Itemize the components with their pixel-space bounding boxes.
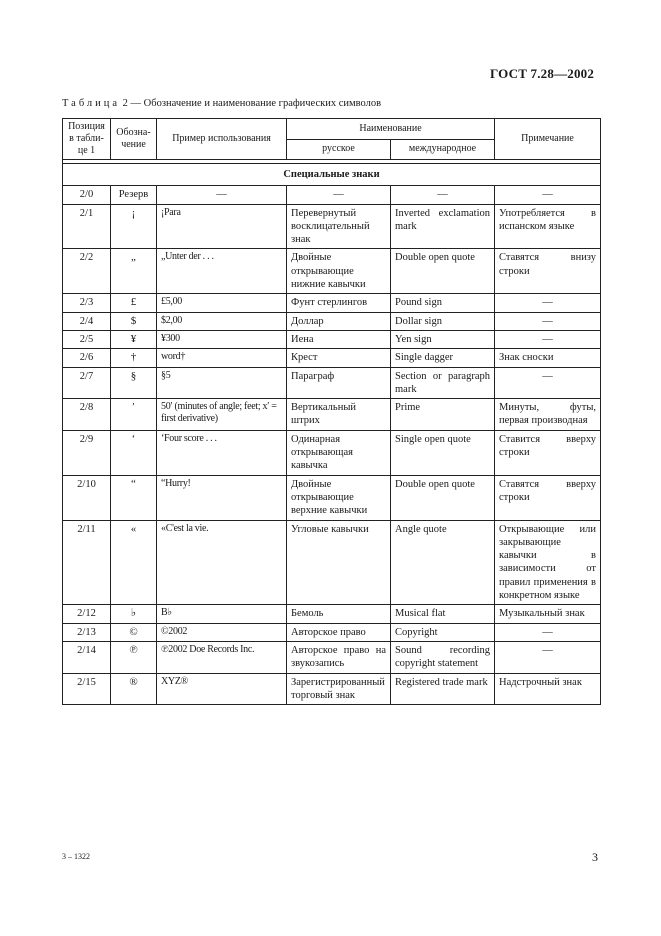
cell-name-russian: Иена xyxy=(287,330,391,348)
table-row xyxy=(63,186,601,204)
cell-symbol: ′ xyxy=(111,399,157,431)
cell-position: 2/15 xyxy=(63,673,111,705)
cell-note: — xyxy=(495,641,601,673)
cell-symbol: „ xyxy=(111,249,157,294)
cell-name-international: Section or paragraph mark xyxy=(391,367,495,399)
table-row xyxy=(63,641,601,673)
cell-symbol: « xyxy=(111,520,157,605)
cell-example: ℗2002 Doe Records Inc. xyxy=(157,641,287,673)
cell-name-russian: Авторское право на звукозапись xyxy=(287,641,391,673)
cell-name-international: Single open quote xyxy=(391,430,495,475)
cell-name-russian: — xyxy=(287,186,391,204)
cell-note: — xyxy=(495,186,601,204)
cell-note: Ставятся внизу строки xyxy=(495,249,601,294)
cell-name-international: Registered trade mark xyxy=(391,673,495,705)
cell-example: 50′ (minutes of angle; feet; x′ = first derivative) xyxy=(157,399,287,431)
cell-example: ‘Four score . . . xyxy=(157,430,287,475)
cell-symbol: £ xyxy=(111,294,157,312)
cell-name-international: Pound sign xyxy=(391,294,495,312)
cell-symbol: ‘ xyxy=(111,430,157,475)
cell-example: XYZ® xyxy=(157,673,287,705)
cell-position: 2/0 xyxy=(63,186,111,204)
page-number: 3 xyxy=(592,850,598,864)
cell-position: 2/14 xyxy=(63,641,111,673)
cell-name-international: Single dagger xyxy=(391,349,495,367)
cell-name-international: Double open quote xyxy=(391,475,495,520)
cell-name-international: — xyxy=(391,186,495,204)
cell-note: — xyxy=(495,623,601,641)
cell-symbol: Резерв xyxy=(111,186,157,204)
cell-name-russian: Крест xyxy=(287,349,391,367)
cell-example: ¡Para xyxy=(157,204,287,249)
cell-position: 2/3 xyxy=(63,294,111,312)
table-row xyxy=(63,605,601,623)
section-row xyxy=(63,164,601,186)
cell-example: B♭ xyxy=(157,605,287,623)
cell-example: £5,00 xyxy=(157,294,287,312)
header-name: Наименование xyxy=(287,119,495,140)
cell-note: Надстрочный знак xyxy=(495,673,601,705)
cell-note: Музыкальный знак xyxy=(495,605,601,623)
cell-example: “Hurry! xyxy=(157,475,287,520)
header-name-russian: русское xyxy=(287,139,391,160)
cell-name-russian: Доллар xyxy=(287,312,391,330)
header-position: Позиция в табли- це 1 xyxy=(63,119,111,160)
cell-position: 2/6 xyxy=(63,349,111,367)
cell-position: 2/2 xyxy=(63,249,111,294)
cell-name-international: Copyright xyxy=(391,623,495,641)
cell-symbol: ¥ xyxy=(111,330,157,348)
cell-name-russian: Фунт стерлингов xyxy=(287,294,391,312)
cell-name-international: Dollar sign xyxy=(391,312,495,330)
cell-example: — xyxy=(157,186,287,204)
cell-name-russian: Угловые кавычки xyxy=(287,520,391,605)
table-row xyxy=(63,475,601,520)
cell-name-international: Double open quote xyxy=(391,249,495,294)
document-title: ГОСТ 7.28—2002 xyxy=(490,66,595,81)
table-body xyxy=(63,160,601,705)
cell-example: „Unter der . . . xyxy=(157,249,287,294)
cell-name-russian: Зарегистрированный торговый знак xyxy=(287,673,391,705)
cell-name-international: Inverted exclamation mark xyxy=(391,204,495,249)
cell-example: ¥300 xyxy=(157,330,287,348)
cell-example: «C'est la vie. xyxy=(157,520,287,605)
cell-symbol: “ xyxy=(111,475,157,520)
cell-position: 2/7 xyxy=(63,367,111,399)
cell-position: 2/5 xyxy=(63,330,111,348)
cell-symbol: ℗ xyxy=(111,641,157,673)
table-row xyxy=(63,312,601,330)
table-row xyxy=(63,520,601,605)
table-row xyxy=(63,249,601,294)
cell-position: 2/1 xyxy=(63,204,111,249)
table-caption xyxy=(62,98,381,109)
cell-name-russian: Параграф xyxy=(287,367,391,399)
cell-symbol: © xyxy=(111,623,157,641)
table-row xyxy=(63,330,601,348)
cell-name-international: Prime xyxy=(391,399,495,431)
cell-name-russian: Вертикальный штрих xyxy=(287,399,391,431)
cell-note: — xyxy=(495,367,601,399)
footer-code: 3 – 1322 xyxy=(62,852,90,861)
table-row xyxy=(63,204,601,249)
cell-note: — xyxy=(495,330,601,348)
cell-name-russian: Авторское право xyxy=(287,623,391,641)
table-row xyxy=(63,623,601,641)
cell-name-international: Musical flat xyxy=(391,605,495,623)
cell-note: Знак сноски xyxy=(495,349,601,367)
cell-name-international: Yen sign xyxy=(391,330,495,348)
table-row xyxy=(63,349,601,367)
cell-name-russian: Двойные открывающие верхние кавычки xyxy=(287,475,391,520)
table-caption-prefix: Таблица xyxy=(62,98,121,109)
table-row xyxy=(63,430,601,475)
cell-name-russian: Двойные открывающие нижние кавычки xyxy=(287,249,391,294)
cell-example: ©2002 xyxy=(157,623,287,641)
cell-position: 2/11 xyxy=(63,520,111,605)
cell-symbol: ® xyxy=(111,673,157,705)
cell-position: 2/8 xyxy=(63,399,111,431)
cell-name-international: Sound recording copyright statement xyxy=(391,641,495,673)
cell-position: 2/13 xyxy=(63,623,111,641)
cell-symbol: † xyxy=(111,349,157,367)
cell-position: 2/12 xyxy=(63,605,111,623)
cell-name-russian: Бемоль xyxy=(287,605,391,623)
cell-symbol: ♭ xyxy=(111,605,157,623)
cell-note: — xyxy=(495,312,601,330)
header-example: Пример использования xyxy=(157,119,287,160)
cell-example: word† xyxy=(157,349,287,367)
symbols-table xyxy=(62,118,601,705)
section-title: Специальные знаки xyxy=(63,164,601,186)
cell-name-international: Angle quote xyxy=(391,520,495,605)
cell-note: Открывающие или закрывающие кавычки в зависимости от правил применения в конкретном языке xyxy=(495,520,601,605)
table-row xyxy=(63,367,601,399)
header-symbol: Обозна- чение xyxy=(111,119,157,160)
cell-note: Ставится вверху строки xyxy=(495,430,601,475)
cell-note: Минуты, футы, первая производная xyxy=(495,399,601,431)
cell-note: Ставятся вверху строки xyxy=(495,475,601,520)
cell-symbol: ¡ xyxy=(111,204,157,249)
cell-note: Употребляется в испанском языке xyxy=(495,204,601,249)
cell-name-russian: Одинарная открывающая кавычка xyxy=(287,430,391,475)
cell-example: §5 xyxy=(157,367,287,399)
cell-symbol: $ xyxy=(111,312,157,330)
cell-symbol: § xyxy=(111,367,157,399)
cell-position: 2/9 xyxy=(63,430,111,475)
cell-example: $2,00 xyxy=(157,312,287,330)
header-name-international: международное xyxy=(391,139,495,160)
cell-note: — xyxy=(495,294,601,312)
cell-name-russian: Перевернутый восклицательный знак xyxy=(287,204,391,249)
table-row xyxy=(63,399,601,431)
cell-position: 2/10 xyxy=(63,475,111,520)
cell-position: 2/4 xyxy=(63,312,111,330)
header-note: Примечание xyxy=(495,119,601,160)
table-caption-text: 2 — Обозначение и наименование графических символов xyxy=(122,98,382,109)
table-row xyxy=(63,673,601,705)
table-row xyxy=(63,294,601,312)
